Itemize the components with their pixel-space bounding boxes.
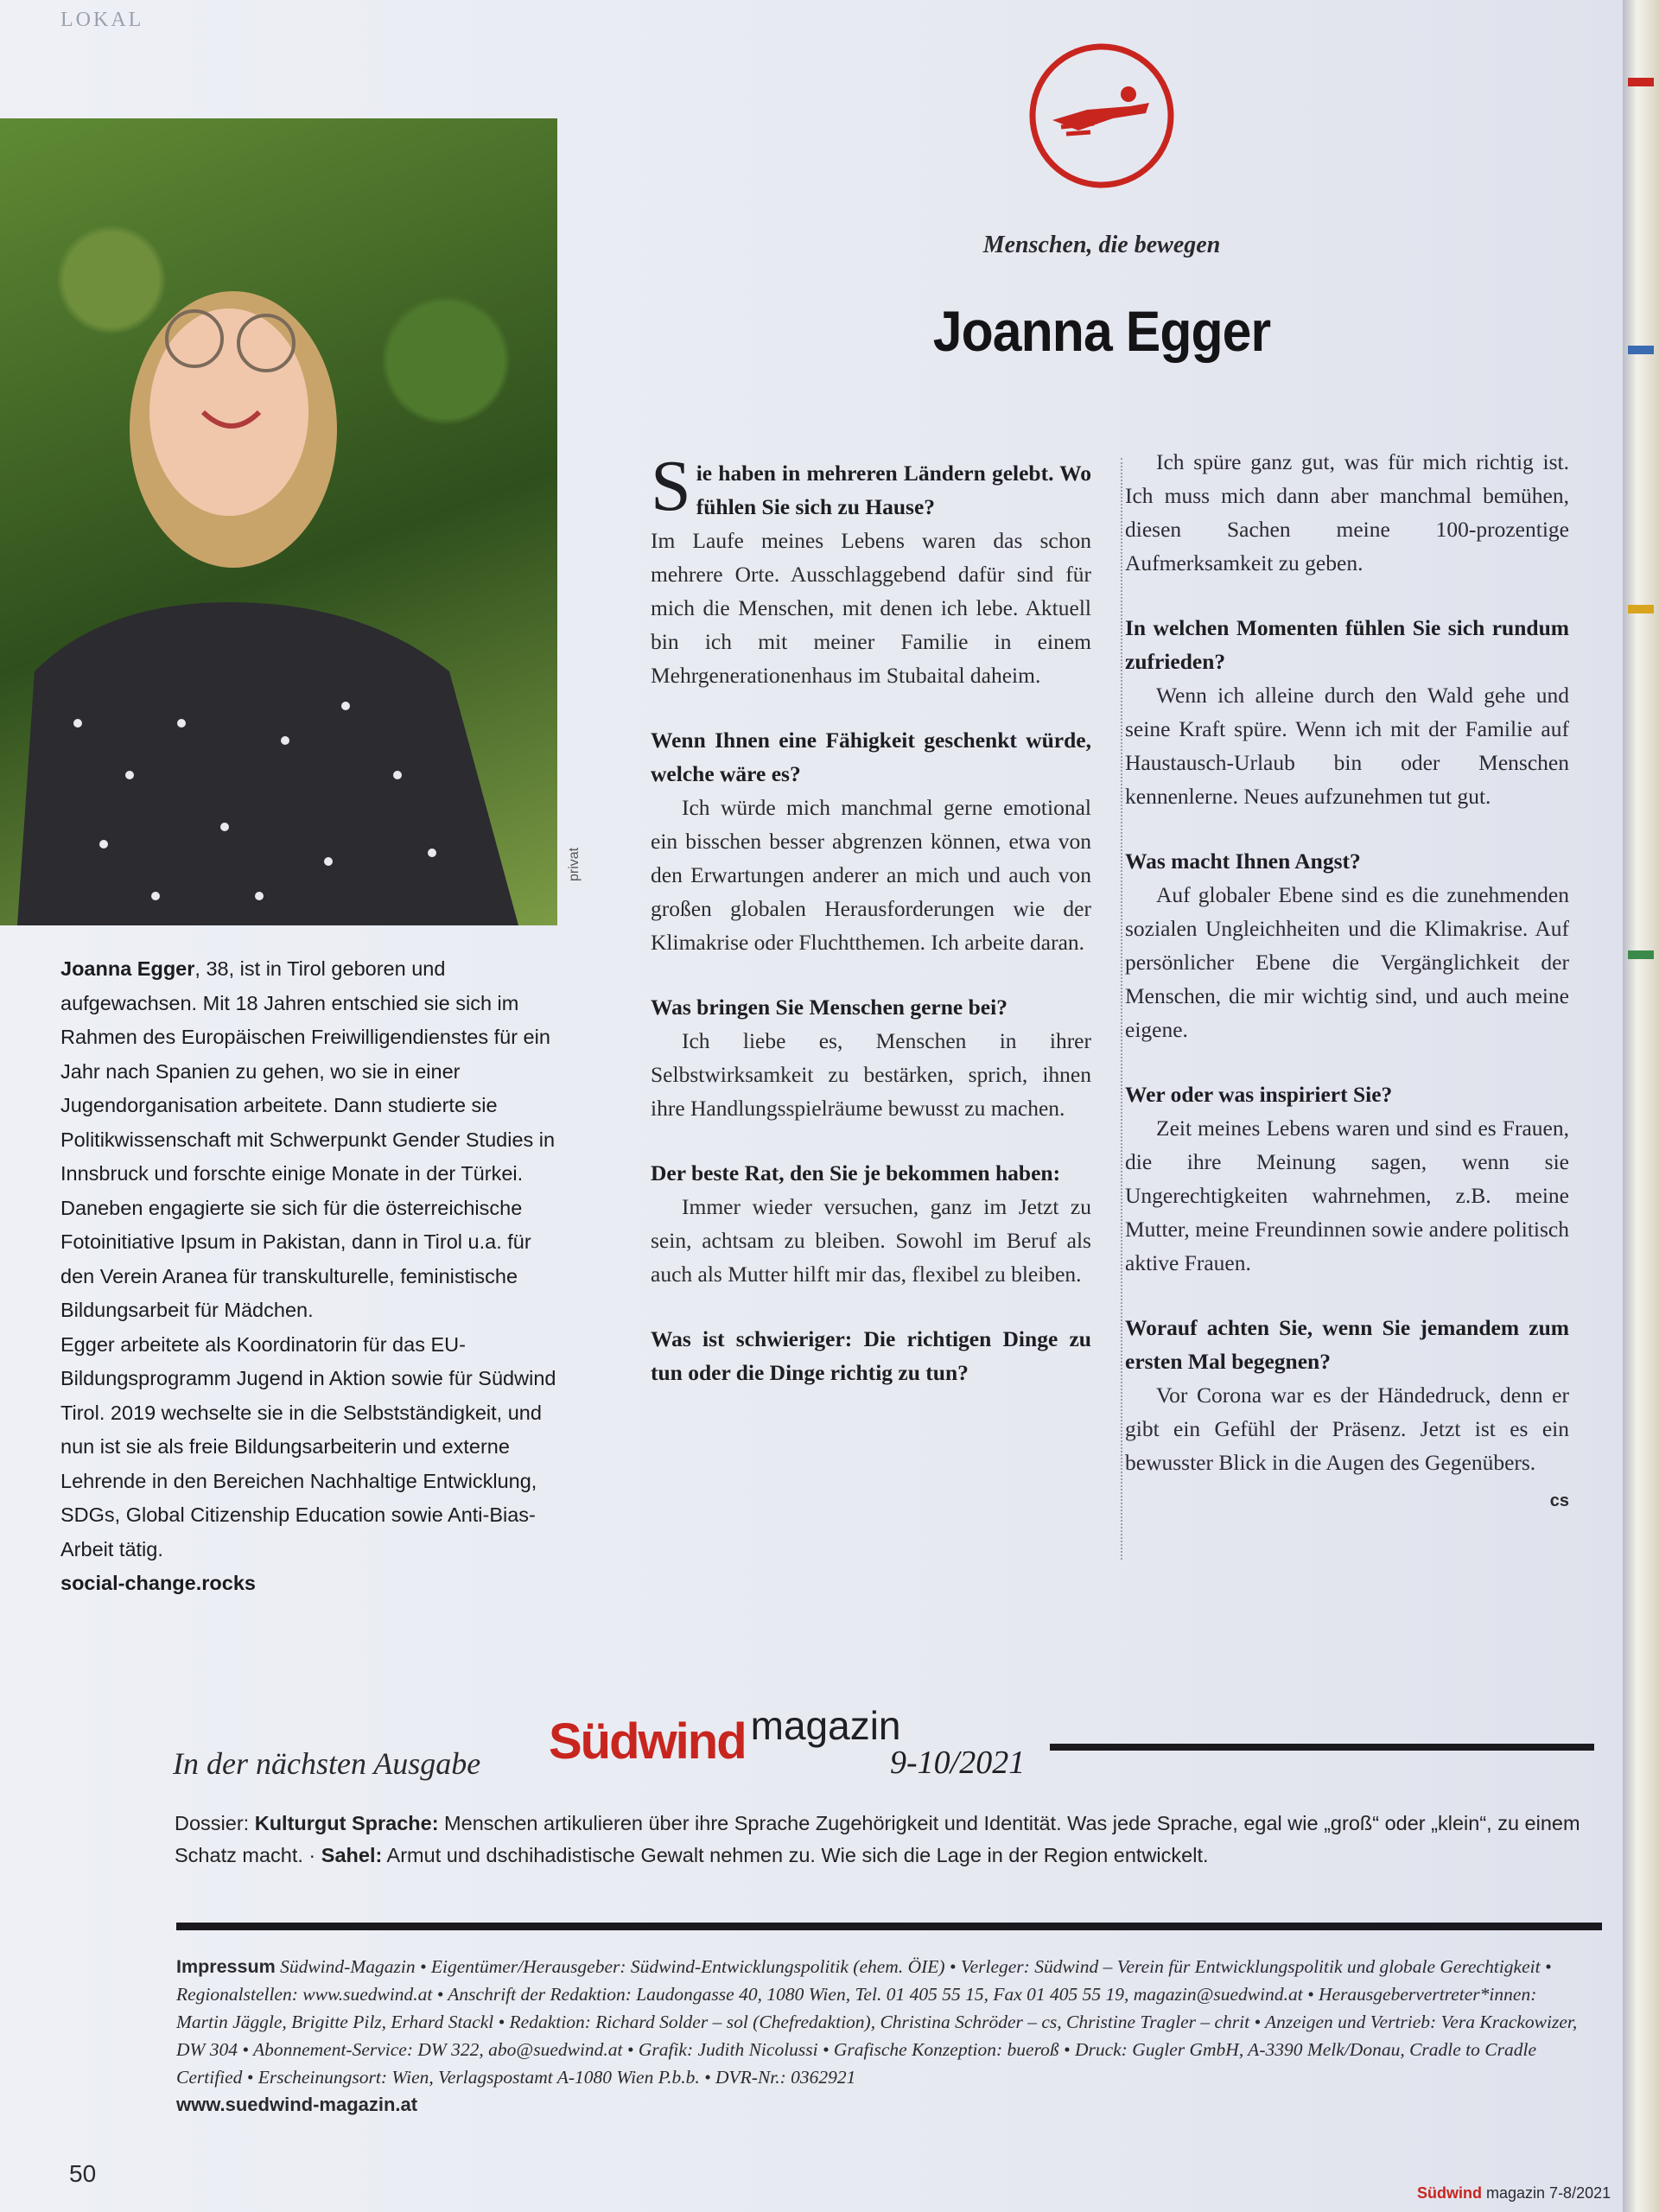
next-issue-label: In der nächsten Ausgabe xyxy=(173,1746,481,1781)
interview-column-right xyxy=(1125,445,1569,1518)
qa-item xyxy=(1125,1077,1569,1280)
question: Worauf achten Sie, wenn Sie jemandem zum ersten Mal begegnen? xyxy=(1125,1315,1569,1374)
dossier-prefix: Dossier: xyxy=(175,1812,250,1834)
swimmer-circle-icon xyxy=(1027,41,1177,191)
impressum-text: Südwind-Magazin • Eigentümer/Herausgeber: Südwind-Entwicklungspolitik (ehem. ÖIE) • Verleger: Südwind – Verein für Entwicklungspolitik und globale Gerechtigkeit • Regionalstellen: www.suedwind.at • Anschrift der Redaktion: Laudongasse 40, 1080 Wien, Tel. 01 405 55 15, Fax 01 405 55 19, magazin@suedwind.at • Herausgebervertreter*innen: Martin Jäggle, Brigitte Pilz, Erhard Stackl • Redaktion: Richard Solder – sol (Chefredaktion), Christina Schröder – cs, Christine Tragler – chrit • Anzeigen und Vertrieb: Vera Krackowizer, DW 304 • Abonnement-Service: DW 322, abo@suedwind.at • Grafik: Judith Nicolussi • Grafische Konzeption: bueroß • Druck: Gugler GmbH, A-3390 Melk/Donau, Cradle to Cradle Certified • Erscheinungsort: Wien, Verlagspostamt A-1080 Wien P.b.b. • DVR-Nr.: 0362921 xyxy=(176,1956,1578,2088)
spine-stripe xyxy=(1628,346,1654,354)
portrait-photo xyxy=(0,118,557,925)
question: Was macht Ihnen Angst? xyxy=(1125,849,1361,874)
bio-website-link[interactable]: social-change.rocks xyxy=(60,1572,256,1594)
next-issue-banner xyxy=(173,1702,1607,1781)
question: Der beste Rat, den Sie je bekommen haben: xyxy=(651,1160,1061,1185)
sahel-text: Armut und dschihadistische Gewalt nehmen zu. Wie sich die Lage in der Region entwickelt. xyxy=(382,1844,1209,1866)
question: Was ist schwieriger: Die richtigen Dinge zu tun oder die Dinge richtig zu tun? xyxy=(651,1326,1091,1385)
footer-brand-issue: magazin 7-8/2021 xyxy=(1486,2184,1611,2202)
dropcap: S xyxy=(651,446,691,526)
answer: Vor Corona war es der Händedruck, denn er gibt ein Gefühl der Präsenz. Jetzt ist es ein bewusster Blick in die Augen des Gegenübers. cs xyxy=(1125,1378,1569,1479)
suedwind-logo xyxy=(549,1703,901,1770)
facing-page-edge xyxy=(1623,0,1659,2212)
series-kicker: Menschen, die bewegen xyxy=(982,232,1221,258)
bio-text-1: , 38, ist in Tirol geboren und aufgewachsen. Mit 18 Jahren entschied sie sich im Rahmen des Europäischen Freiwilligendienstes für ein Jahr nach Spanien zu gehen, wo sie in einer Jugendorganisation arbeitete. Dann studierte sie Politikwissenschaft mit Schwerpunkt Gender Studies in Innsbruck und forschte einige Monate in der Türkei. Daneben engagierte sie sich für die österreichische Fotoinitiative Ipsum in Pakistan, dann in Tirol u.a. für den Verein Aranea für transkulturelle, feministische Bildungsarbeit für Mädchen. xyxy=(60,957,556,1321)
answer: Wenn ich alleine durch den Wald gehe und seine Kraft spüre. Wenn ich mit der Familie auf Haustausch-Urlaub bin oder Menschen kennenlerne. Neues aufzunehmen tut gut. xyxy=(1125,683,1569,809)
dossier-title: Kulturgut Sprache: xyxy=(254,1812,439,1834)
question: Was bringen Sie Menschen gerne bei? xyxy=(651,995,1007,1020)
dossier-text: Menschen artikulieren über ihre Sprache Zugehörigkeit und Identität. Was jede Sprache, egal wie „groß“ oder „klein“, zu einem Schatz macht. xyxy=(175,1812,1580,1866)
brand-name: Südwind xyxy=(549,1713,746,1770)
question: In welchen Momenten fühlen Sie sich rundum zufrieden? xyxy=(1125,615,1569,674)
answer: Auf globaler Ebene sind es die zunehmenden sozialen Ungleichheiten und die Klimakrise. Auf persönlicher Ebene die Vergänglichkeit der Menschen, die mir wichtig sind, und auch meine eigene. xyxy=(1125,882,1569,1042)
photo-credit: privat xyxy=(567,847,582,881)
qa-item xyxy=(651,446,1091,692)
bio-paragraph-1 xyxy=(60,952,570,1328)
question: Wenn Ihnen eine Fähigkeit geschenkt würde, welche wäre es? xyxy=(651,728,1091,786)
answer: Immer wieder versuchen, ganz im Jetzt zu sein, achtsam zu bleiben. Sowohl im Beruf als auch als Mutter hilft mir das, flexibel zu bleiben. xyxy=(651,1194,1091,1287)
qa-item xyxy=(1125,611,1569,813)
qa-item xyxy=(1125,1311,1569,1510)
section-label: LOKAL xyxy=(60,9,144,31)
next-issue-teaser xyxy=(175,1808,1592,1872)
question: Wer oder was inspiriert Sie? xyxy=(1125,1082,1393,1107)
answer: Ich würde mich manchmal gerne emotional ein bisschen besser abgrenzen können, etwa von den Erwartungen anderer an mich und auch von großen globalen Herausforderungen wie der Klimakrise oder Fluchtthemen. Ich arbeite daran. xyxy=(651,795,1091,955)
spine-stripe xyxy=(1628,950,1654,959)
page-number: 50 xyxy=(69,2160,97,2187)
spine-stripe xyxy=(1628,78,1654,86)
qa-item xyxy=(651,1322,1091,1389)
qa-item xyxy=(1125,445,1569,580)
sahel-title: Sahel: xyxy=(321,1844,383,1866)
portrait-illustration xyxy=(0,118,557,925)
answer: Im Laufe meines Lebens waren das schon mehrere Orte. Ausschlaggebend dafür sind für mich die Menschen, mit denen ich lebe. Aktuell bin ich mit meiner Familie in einem Mehrgenerationenhaus im Stubaital daheim. xyxy=(651,528,1091,688)
qa-item xyxy=(651,1156,1091,1291)
interview-column-left xyxy=(651,446,1091,1421)
column-divider xyxy=(1121,458,1122,1560)
answer: Zeit meines Lebens waren und sind es Frauen, die ihre Meinung sagen, wenn sie Ungerechtigkeiten wahrnehmen, z.B. meine Mutter, meine Freundinnen sowie andere politisch aktive Frauen. xyxy=(1125,1116,1569,1275)
magazine-website-link[interactable]: www.suedwind-magazin.at xyxy=(176,2094,418,2115)
impressum xyxy=(176,1953,1590,2119)
brand-suffix: magazin xyxy=(750,1703,901,1748)
qa-item xyxy=(651,723,1091,959)
answer: Ich spüre ganz gut, was für mich richtig ist. Ich muss mich dann aber manchmal bemühen, diesen Sachen meine 100-prozentige Aufmerksamkeit zu geben. xyxy=(1125,449,1569,575)
page-title: Joanna Egger xyxy=(932,299,1271,363)
author-initials: cs xyxy=(1549,1491,1569,1510)
banner-rule xyxy=(1050,1744,1594,1751)
spine-stripe xyxy=(1628,605,1654,613)
footer-brand xyxy=(1417,2184,1611,2202)
bio-name: Joanna Egger xyxy=(60,957,195,980)
qa-item xyxy=(1125,844,1569,1046)
teaser-separator: · xyxy=(302,1844,321,1866)
answer: Ich liebe es, Menschen in ihrer Selbstwirksamkeit zu bestärken, sprich, ihnen ihre Handlungsspielräume bewusst zu machen. xyxy=(651,1028,1091,1121)
impressum-label: Impressum xyxy=(176,1956,276,1977)
question: Sie haben in mehreren Ländern gelebt. Wo fühlen Sie sich zu Hause? xyxy=(651,446,1091,526)
qa-item xyxy=(651,990,1091,1125)
impressum-rule xyxy=(176,1923,1602,1930)
footer-brand-name: Südwind xyxy=(1417,2184,1482,2202)
bio-caption xyxy=(60,952,570,1601)
bio-paragraph-2: Egger arbeitete als Koordinatorin für das EU-Bildungsprogramm Jugend in Aktion sowie für Südwind Tirol. 2019 wechselte sie in die Selbstständigkeit, und nun ist sie als freie Bildungsarbeiterin und externe Lehrende in den Bereichen Nachhaltige Entwicklung, SDGs, Global Citizenship Education sowie Anti-Bias-Arbeit tätig. xyxy=(60,1332,556,1560)
issue-number: 9-10/2021 xyxy=(890,1745,1026,1781)
